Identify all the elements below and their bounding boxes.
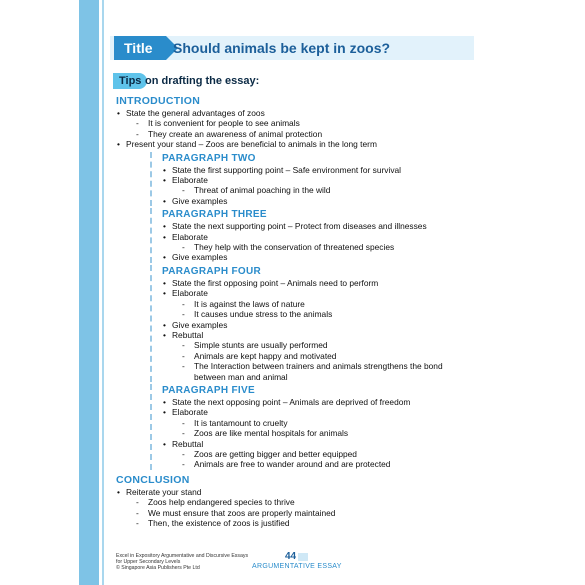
paragraph-block xyxy=(150,152,476,207)
sub-list xyxy=(126,118,476,139)
sub-list xyxy=(172,449,476,470)
paragraph-list xyxy=(162,221,476,263)
bullet-text: Elaborate xyxy=(172,231,208,242)
bullet-item xyxy=(162,232,476,253)
conclusion-heading: CONCLUSION xyxy=(116,473,190,486)
footer-book-subtitle: for Upper Secondary Levels xyxy=(116,559,181,566)
page-number-bar xyxy=(298,553,308,561)
introduction-list xyxy=(116,108,476,150)
sub-item: - Zoos help endangered species to thrive xyxy=(126,497,476,507)
conclusion-list xyxy=(116,487,476,529)
sub-item: - They create an awareness of animal protection xyxy=(126,129,476,139)
bullet-text: Reiterate your stand xyxy=(126,486,202,497)
bullet-item xyxy=(162,397,476,407)
title-tag: Title xyxy=(114,36,166,60)
bullet-text: Elaborate xyxy=(172,288,208,299)
sub-list xyxy=(172,185,476,195)
essay-outline xyxy=(116,95,476,528)
bullet-item xyxy=(162,407,476,438)
bullet-text: Elaborate xyxy=(172,407,208,418)
sub-list xyxy=(126,497,476,528)
bullet-text: State the next supporting point – Protect from diseases and illnesses xyxy=(172,221,427,232)
paragraph-list xyxy=(162,397,476,470)
section-label: ARGUMENTATIVE ESSAY xyxy=(252,563,342,570)
bullet-item xyxy=(162,439,476,470)
bullet-item xyxy=(162,278,476,288)
paragraph-list xyxy=(162,165,476,207)
bullet-item xyxy=(162,330,476,382)
sub-item: - We must ensure that zoos are properly maintained xyxy=(126,508,476,518)
sub-item: - They help with the conservation of threatened species xyxy=(172,242,476,252)
bullet-item xyxy=(116,108,476,139)
tips-badge: Tips xyxy=(113,73,147,89)
paragraph-block xyxy=(150,384,476,470)
sub-item: - Animals are kept happy and motivated xyxy=(172,351,476,361)
bullet-item xyxy=(162,165,476,175)
sub-item: - Animals are free to wander around and are protected xyxy=(172,459,476,469)
bullet-item xyxy=(162,252,476,262)
bullet-text: Give examples xyxy=(172,252,228,263)
bullet-text: State the general advantages of zoos xyxy=(126,108,265,118)
footer-publisher: © Singapore Asia Publishers Pte Ltd xyxy=(116,565,200,572)
bullet-item xyxy=(162,320,476,330)
bullet-item xyxy=(162,175,476,196)
paragraph-list xyxy=(162,278,476,382)
bullet-item xyxy=(116,139,476,149)
sub-item: - Zoos are like mental hospitals for animals xyxy=(172,428,476,438)
sub-list xyxy=(172,299,476,320)
paragraph-heading: PARAGRAPH TWO xyxy=(162,152,256,164)
sub-item: - Simple stunts are usually performed xyxy=(172,340,476,350)
bullet-text: Present your stand – Zoos are beneficial to animals in the long term xyxy=(126,139,377,150)
bullet-text: Rebuttal xyxy=(172,438,204,449)
bullet-text: Elaborate xyxy=(172,175,208,186)
sub-list xyxy=(172,418,476,439)
paragraphs-section xyxy=(116,152,476,470)
sub-list xyxy=(172,242,476,252)
bullet-text: Give examples xyxy=(172,319,228,330)
tips-caption: on drafting the essay: xyxy=(145,75,260,87)
sub-item: - The Interaction between trainers and animals strengthens the bond between man and animal xyxy=(172,361,476,382)
paragraph-block xyxy=(150,265,476,382)
paragraph-heading: PARAGRAPH FOUR xyxy=(162,265,262,277)
footer-book-title: Excel in Expository Argumentative and Discursive Essays xyxy=(116,553,249,559)
bullet-text: State the first opposing point – Animals need to perform xyxy=(172,277,379,288)
sub-item: - Then, the existence of zoos is justified xyxy=(126,518,476,528)
sub-item: - It is against the laws of nature xyxy=(172,299,476,309)
page-title: Should animals be kept in zoos? xyxy=(173,40,391,56)
bullet-item xyxy=(162,288,476,319)
sub-item: - It causes undue stress to the animals xyxy=(172,309,476,319)
sub-item: - Zoos are getting bigger and better equipped xyxy=(172,449,476,459)
page-side-bar xyxy=(79,0,99,585)
bullet-item xyxy=(162,196,476,206)
sub-item: - Threat of animal poaching in the wild xyxy=(172,185,476,195)
page-side-line xyxy=(102,0,104,585)
sub-item: - It is tantamount to cruelty xyxy=(172,418,476,428)
bullet-text: State the next opposing point – Animals are deprived of freedom xyxy=(172,396,411,407)
bullet-text: Rebuttal xyxy=(172,329,204,340)
bullet-item xyxy=(116,487,476,529)
bullet-text: Give examples xyxy=(172,195,228,206)
paragraph-block xyxy=(150,208,476,263)
paragraph-heading: PARAGRAPH THREE xyxy=(162,209,267,221)
sub-item: - It is convenient for people to see animals xyxy=(126,118,476,128)
bullet-item xyxy=(162,221,476,231)
paragraph-heading: PARAGRAPH FIVE xyxy=(162,384,255,396)
introduction-heading: INTRODUCTION xyxy=(116,95,201,107)
sub-list xyxy=(172,340,476,382)
page-number: 44 xyxy=(285,551,297,562)
bullet-text: State the first supporting point – Safe environment for survival xyxy=(172,164,402,175)
